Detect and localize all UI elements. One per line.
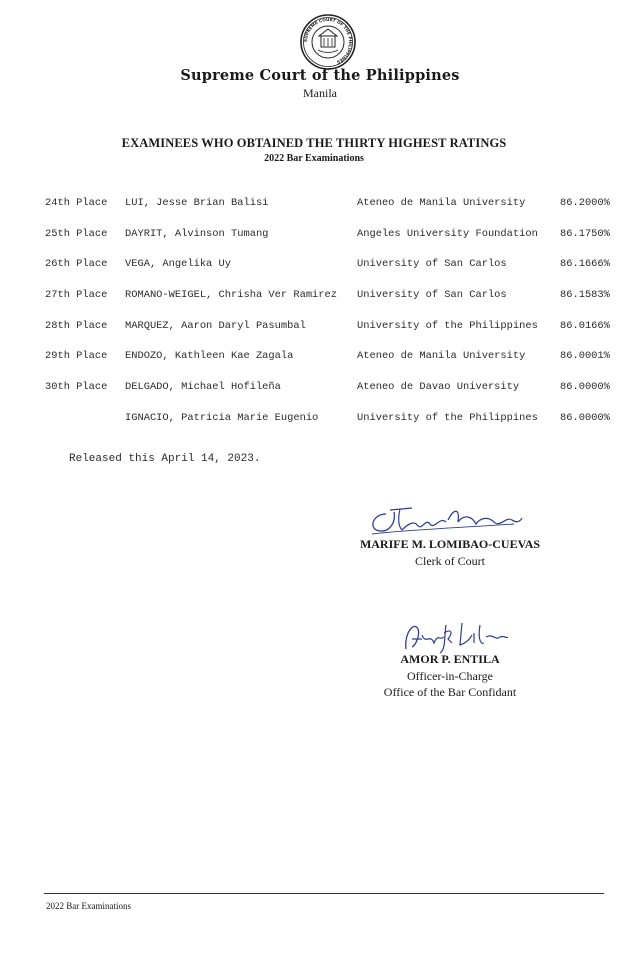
school: University of the Philippines <box>357 411 538 424</box>
rating: 86.1750% <box>560 227 610 240</box>
rating: 86.1666% <box>560 258 610 271</box>
examinee-name: ENDOZO, Kathleen Kae Zagala <box>125 350 294 363</box>
signatory-office: Office of the Bar Confidant <box>383 685 517 699</box>
school: University of the Philippines <box>357 319 538 332</box>
release-date-text: Released this April 14, 2023. <box>69 453 261 465</box>
place: 27th Place <box>45 289 108 302</box>
signatory-role: Officer-in-Charge <box>407 669 493 683</box>
document-title: EXAMINEES WHO OBTAINED THE THIRTY HIGHEST RATINGS <box>121 136 507 150</box>
examinee-name: DAYRIT, Alvinson Tumang <box>125 227 269 240</box>
rating: 86.0166% <box>560 319 610 332</box>
school: Ateneo de Manila University <box>357 197 526 209</box>
rating: 86.1583% <box>560 289 610 302</box>
ratings-row <box>0 350 640 381</box>
place: 25th Place <box>45 227 108 240</box>
ratings-row <box>0 289 640 320</box>
rating: 86.0001% <box>560 350 610 363</box>
seal-ring-text: SUPREME COURT OF THE PHILIPPINES <box>302 16 354 65</box>
school: Angeles University Foundation <box>357 227 538 240</box>
ratings-row <box>0 381 640 412</box>
ratings-row <box>0 320 640 351</box>
ratings-row <box>0 412 640 443</box>
examinee-name: ROMANO-WEIGEL, Chrisha Ver Ramirez <box>125 289 338 302</box>
place: 24th Place <box>45 197 108 209</box>
court-city: Manila <box>303 86 337 100</box>
signatory-role: Clerk of Court <box>415 554 485 568</box>
court-name: Supreme Court of the Philippines <box>180 67 460 84</box>
signature-officer-in-charge <box>400 615 510 655</box>
rating: 86.0000% <box>560 411 610 424</box>
place: 30th Place <box>45 381 108 394</box>
supreme-court-seal-icon <box>300 14 356 70</box>
rating: 86.0000% <box>560 381 610 394</box>
ratings-row <box>0 197 640 228</box>
ratings-row <box>0 228 640 259</box>
examinee-name: IGNACIO, Patricia Marie Eugenio <box>125 411 319 424</box>
signatory-name: AMOR P. ENTILA <box>400 652 500 666</box>
rating: 86.2000% <box>560 197 610 209</box>
place: 29th Place <box>45 350 108 363</box>
school: University of San Carlos <box>357 258 507 271</box>
examinee-name: DELGADO, Michael Hofileña <box>125 381 281 394</box>
examinee-name: MARQUEZ, Aaron Daryl Pasumbal <box>125 319 306 332</box>
ratings-row <box>0 258 640 289</box>
signature-clerk-of-court <box>364 500 524 542</box>
school: Ateneo de Davao University <box>357 381 520 394</box>
place: 28th Place <box>45 319 108 332</box>
school: University of San Carlos <box>357 289 507 302</box>
ratings-list <box>0 197 640 443</box>
school: Ateneo de Manila University <box>357 350 526 363</box>
examinee-name: LUI, Jesse Brian Balisi <box>125 197 269 209</box>
place: 26th Place <box>45 258 108 271</box>
footer-label: 2022 Bar Examinations <box>46 901 131 911</box>
footer-divider <box>44 893 604 894</box>
signatory-name: MARIFE M. LOMIBAO-CUEVAS <box>359 537 541 551</box>
document-subtitle: 2022 Bar Examinations <box>264 153 364 164</box>
examinee-name: VEGA, Angelika Uy <box>125 258 232 271</box>
